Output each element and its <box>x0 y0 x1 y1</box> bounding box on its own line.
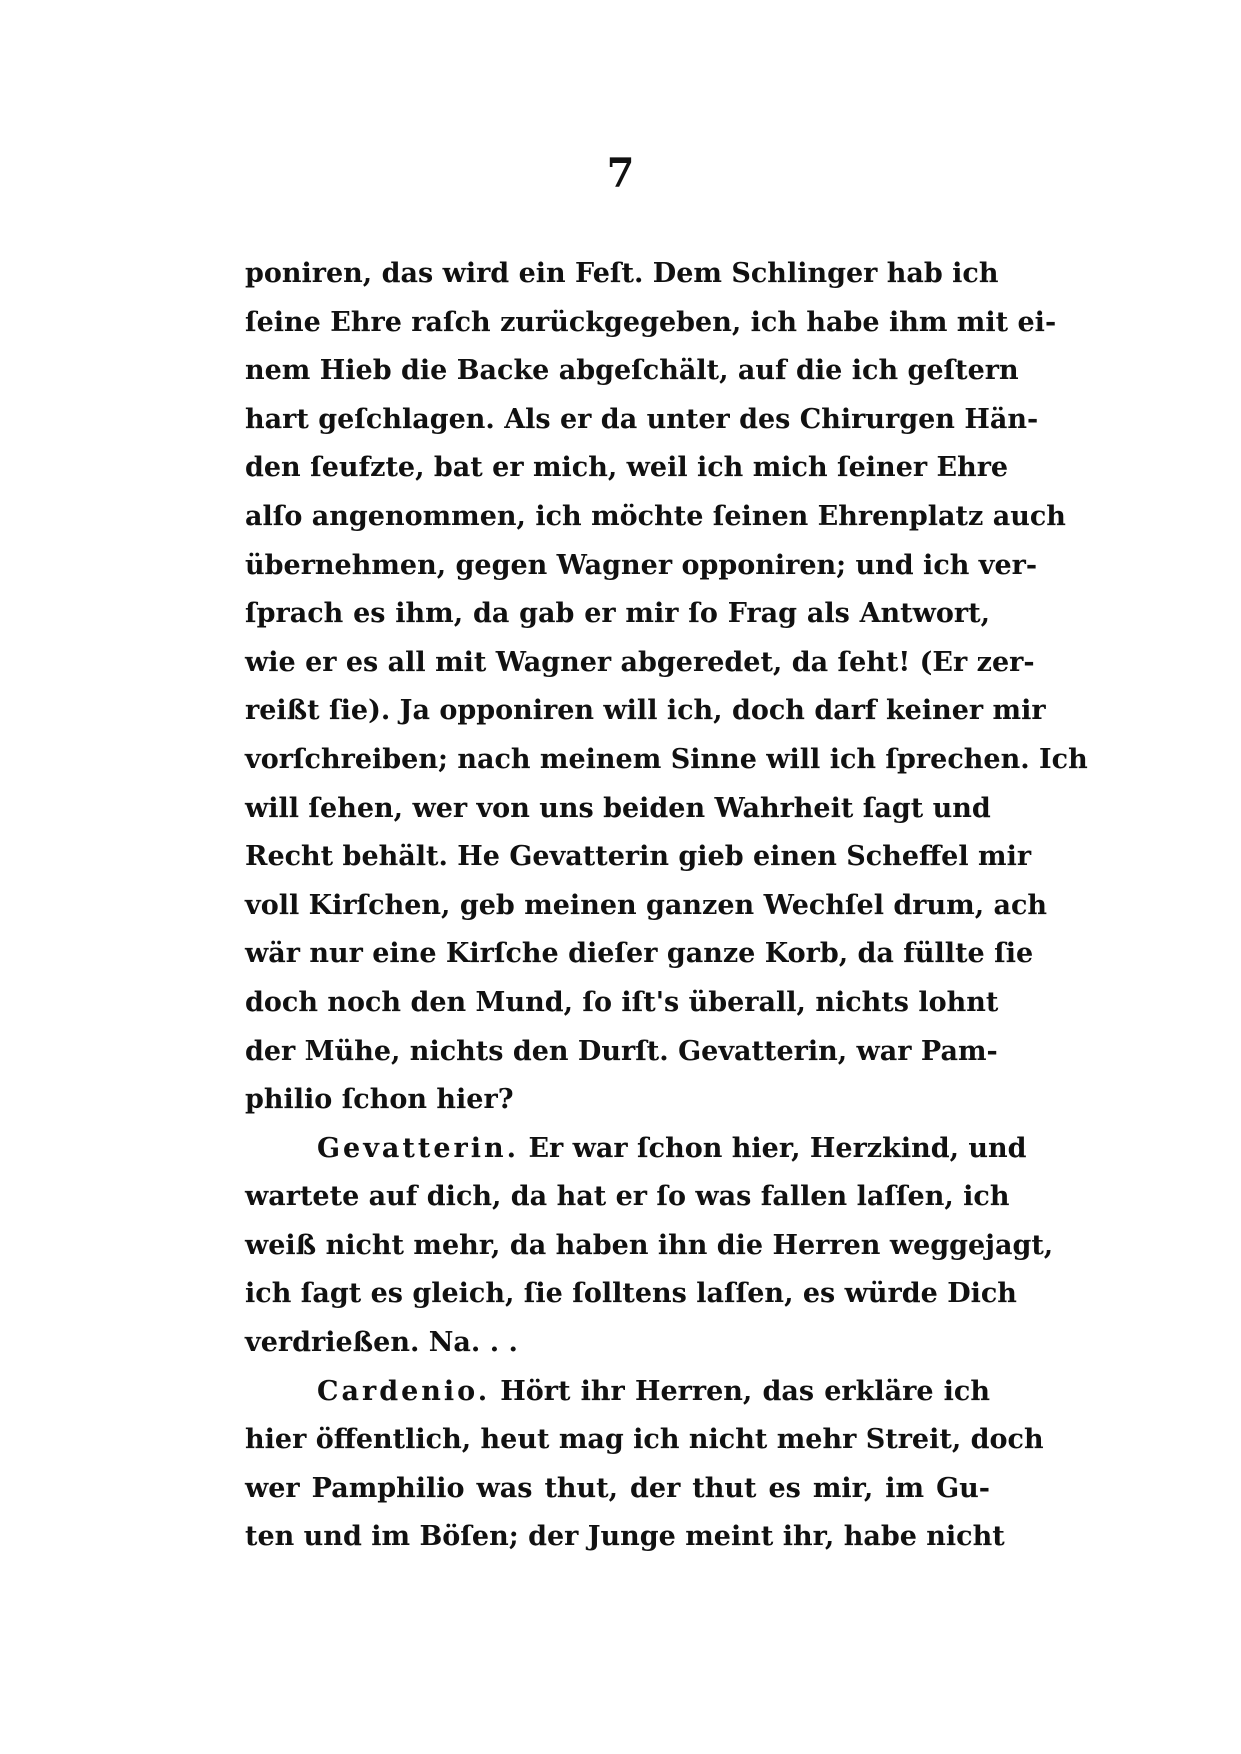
text-line: voll Kirſchen, geb meinen ganzen Wechſel drum, ach <box>245 889 1048 921</box>
speaker-line <box>245 1368 990 1417</box>
text-line: philio ſchon hier? <box>245 1084 514 1116</box>
paragraph-1 <box>245 250 1088 1125</box>
text-line: poniren, das wird ein Feſt. Dem Schlinger hab ich <box>245 258 999 289</box>
text-line: reißt ſie). Ja opponiren will ich, doch darf keiner mir <box>245 695 1046 727</box>
paragraph-3 <box>245 1368 1044 1562</box>
text-line: hier öffentlich, heut mag ich nicht mehr Streit, doch <box>245 1424 1044 1456</box>
text-line: nem Hieb die Backe abgeſchält, auf die ich geſtern <box>245 355 1019 387</box>
text-line: vorſchreiben; nach meinem Sinne will ich ſprechen. Ich <box>245 743 1088 775</box>
text-line: ſprach es ihm, da gab er mir ſo Frag als Antwort, <box>245 598 990 630</box>
text-line: verdrießen. Na. . . <box>245 1327 518 1359</box>
text-line: will ſehen, wer von uns beiden Wahrheit ſagt und <box>245 792 991 824</box>
text-line: wie er es all mit Wagner abgeredet, da ſeht! (Er zer- <box>245 646 1035 678</box>
text-line: wartete auf dich, da hat er ſo was fallen laſſen, ich <box>245 1181 1010 1213</box>
text-line: ten und im Böſen; der Junge meint ihr, habe nicht <box>245 1521 1005 1553</box>
speaker-name: Cardenio. <box>317 1375 491 1407</box>
speech-text: Er war ſchon hier, Herzkind, und <box>528 1132 1027 1164</box>
text-line: übernehmen, gegen Wagner opponiren; und ich ver- <box>245 549 1038 581</box>
text-block <box>245 250 1088 1562</box>
text-line: wär nur eine Kirſche dieſer ganze Korb, da füllte ſie <box>245 938 1034 970</box>
text-line: Recht behält. He Gevatterin gieb einen Scheffel mir <box>245 841 1032 873</box>
text-line: ſeine Ehre raſch zurückgegeben, ich habe ihm mit ei- <box>245 306 1057 338</box>
text-line: den ſeufzte, bat er mich, weil ich mich ſeiner Ehre <box>245 452 1009 484</box>
text-line: hart geſchlagen. Als er da unter des Chirurgen Hän- <box>245 403 1039 435</box>
text-line: alſo angenommen, ich möchte ſeinen Ehrenplatz auch <box>245 500 1066 532</box>
text-line: doch noch den Mund, ſo iſt's überall, nichts lohnt <box>245 986 999 1018</box>
speaker-line <box>245 1125 1027 1174</box>
paragraph-2 <box>245 1125 1054 1368</box>
text-line: wer Pamphilio was thut, der thut es mir, im Gu- <box>245 1472 990 1504</box>
text-line: ich ſagt es gleich, ſie ſolltens laſſen, es würde Dich <box>245 1278 1017 1310</box>
speaker-name: Gevatterin. <box>317 1132 520 1164</box>
text-line: der Mühe, nichts den Durſt. Gevatterin, war Pam- <box>245 1035 998 1067</box>
page-number: 7 <box>606 150 635 197</box>
text-line: weiß nicht mehr, da haben ihn die Herren weggejagt, <box>245 1229 1054 1261</box>
speech-text: Hört ihr Herren, das erkläre ich <box>500 1375 991 1407</box>
